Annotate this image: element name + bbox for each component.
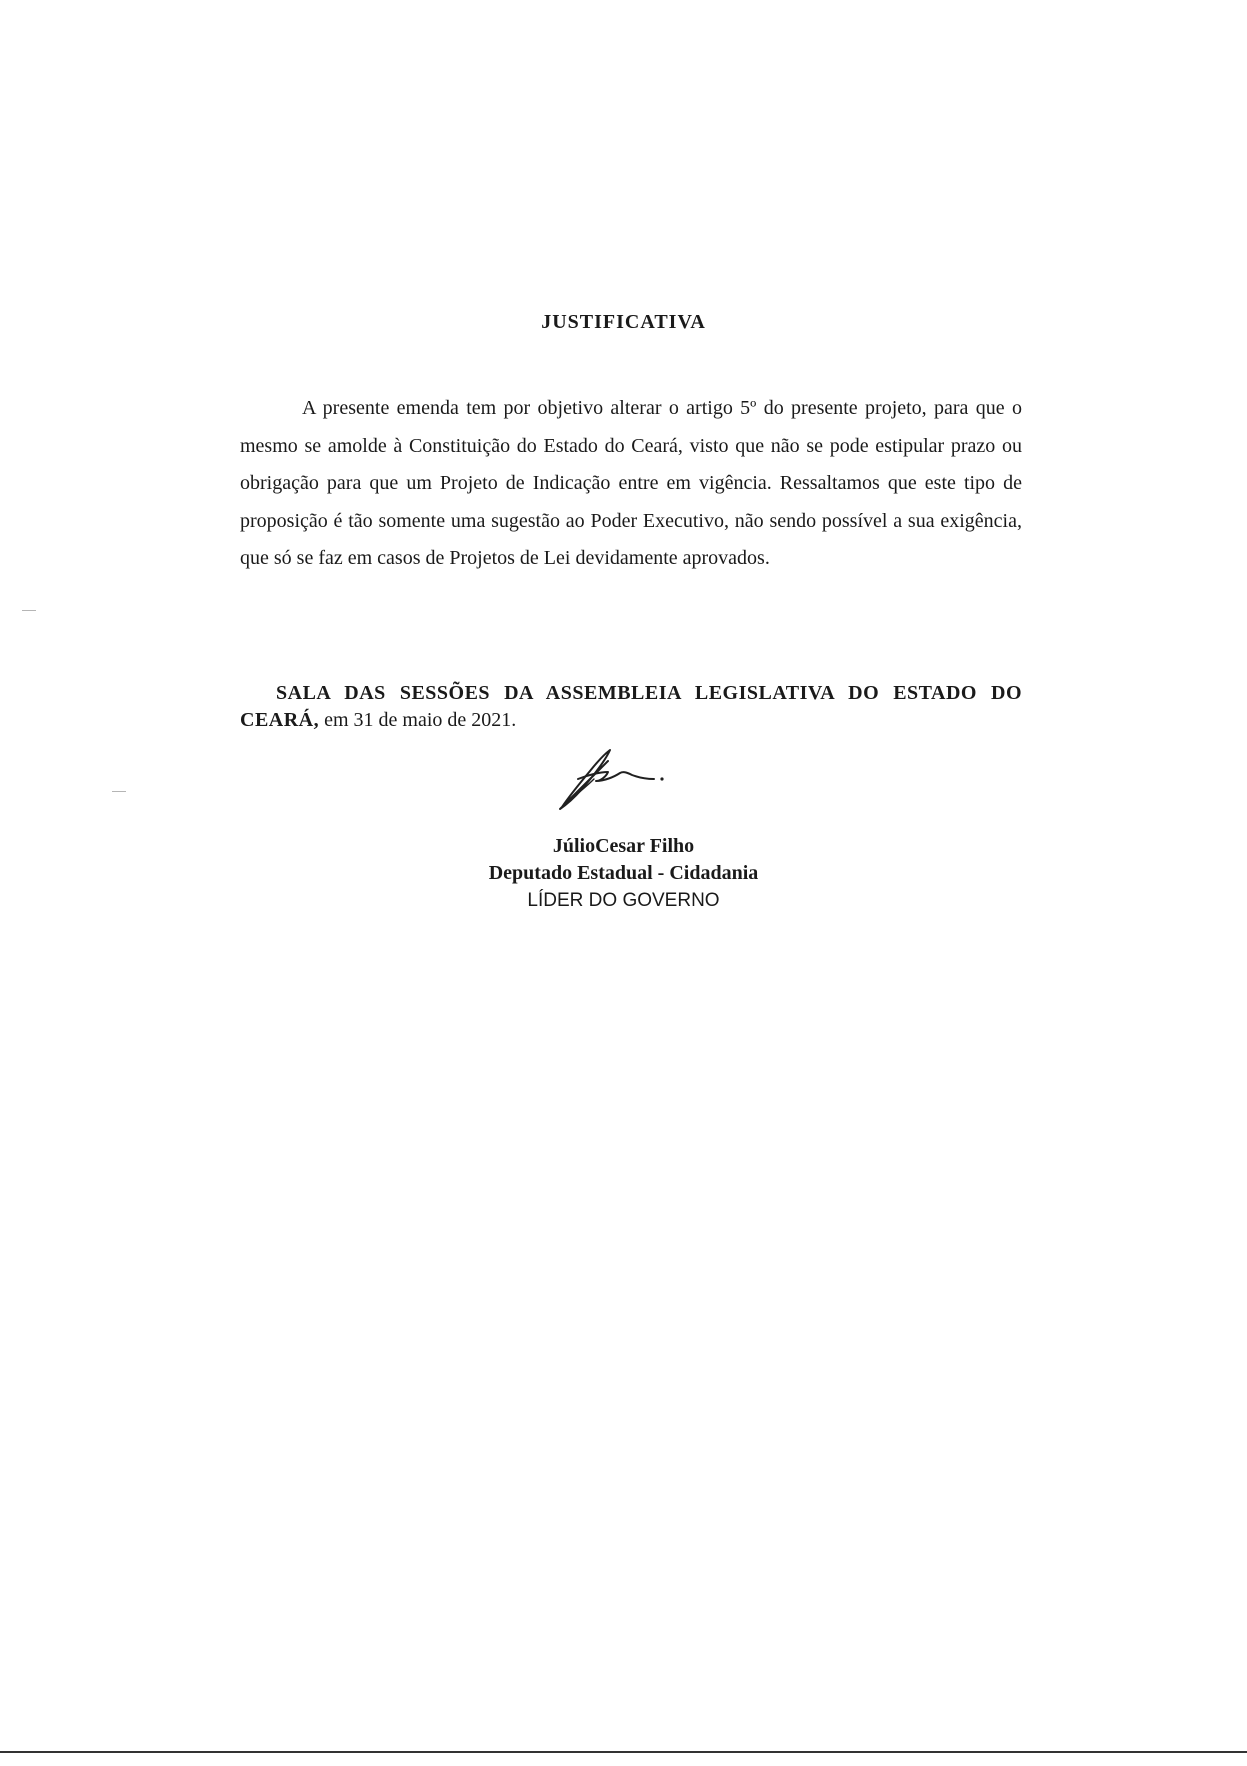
session-date: em 31 de maio de 2021. — [319, 709, 517, 731]
session-location: SALA DAS SESSÕES DA ASSEMBLEIA LEGISLATIVA DO ESTADO DO CEARÁ, — [240, 682, 1022, 731]
signature-block — [0, 833, 1247, 914]
scan-artifact — [22, 610, 36, 611]
handwritten-signature — [548, 745, 678, 815]
signatory-name: JúlioCesar Filho — [552, 835, 695, 857]
justification-paragraph: A presente emenda tem por objetivo alterar o artigo 5º do presente projeto, para que o mesmo se amolde à Constituição do Estado do Ceará, visto que não se pode estipular prazo ou obrigação para que um Projeto de Indicação entre em vigência. Ressaltamos que este tipo de proposição é tão somente uma sugestão ao Poder Executivo, não sendo possível a sua exigência, que só se faz em casos de Projetos de Lei devidamente aprovados. — [240, 397, 1022, 569]
bottom-rule — [0, 1751, 1247, 1753]
session-statement — [240, 680, 1022, 734]
scan-artifact — [112, 791, 126, 792]
document-heading: JUSTIFICATIVA — [541, 311, 706, 333]
signatory-title: Deputado Estadual - Cidadania — [488, 862, 759, 884]
signatory-role: LÍDER DO GOVERNO — [527, 890, 720, 911]
